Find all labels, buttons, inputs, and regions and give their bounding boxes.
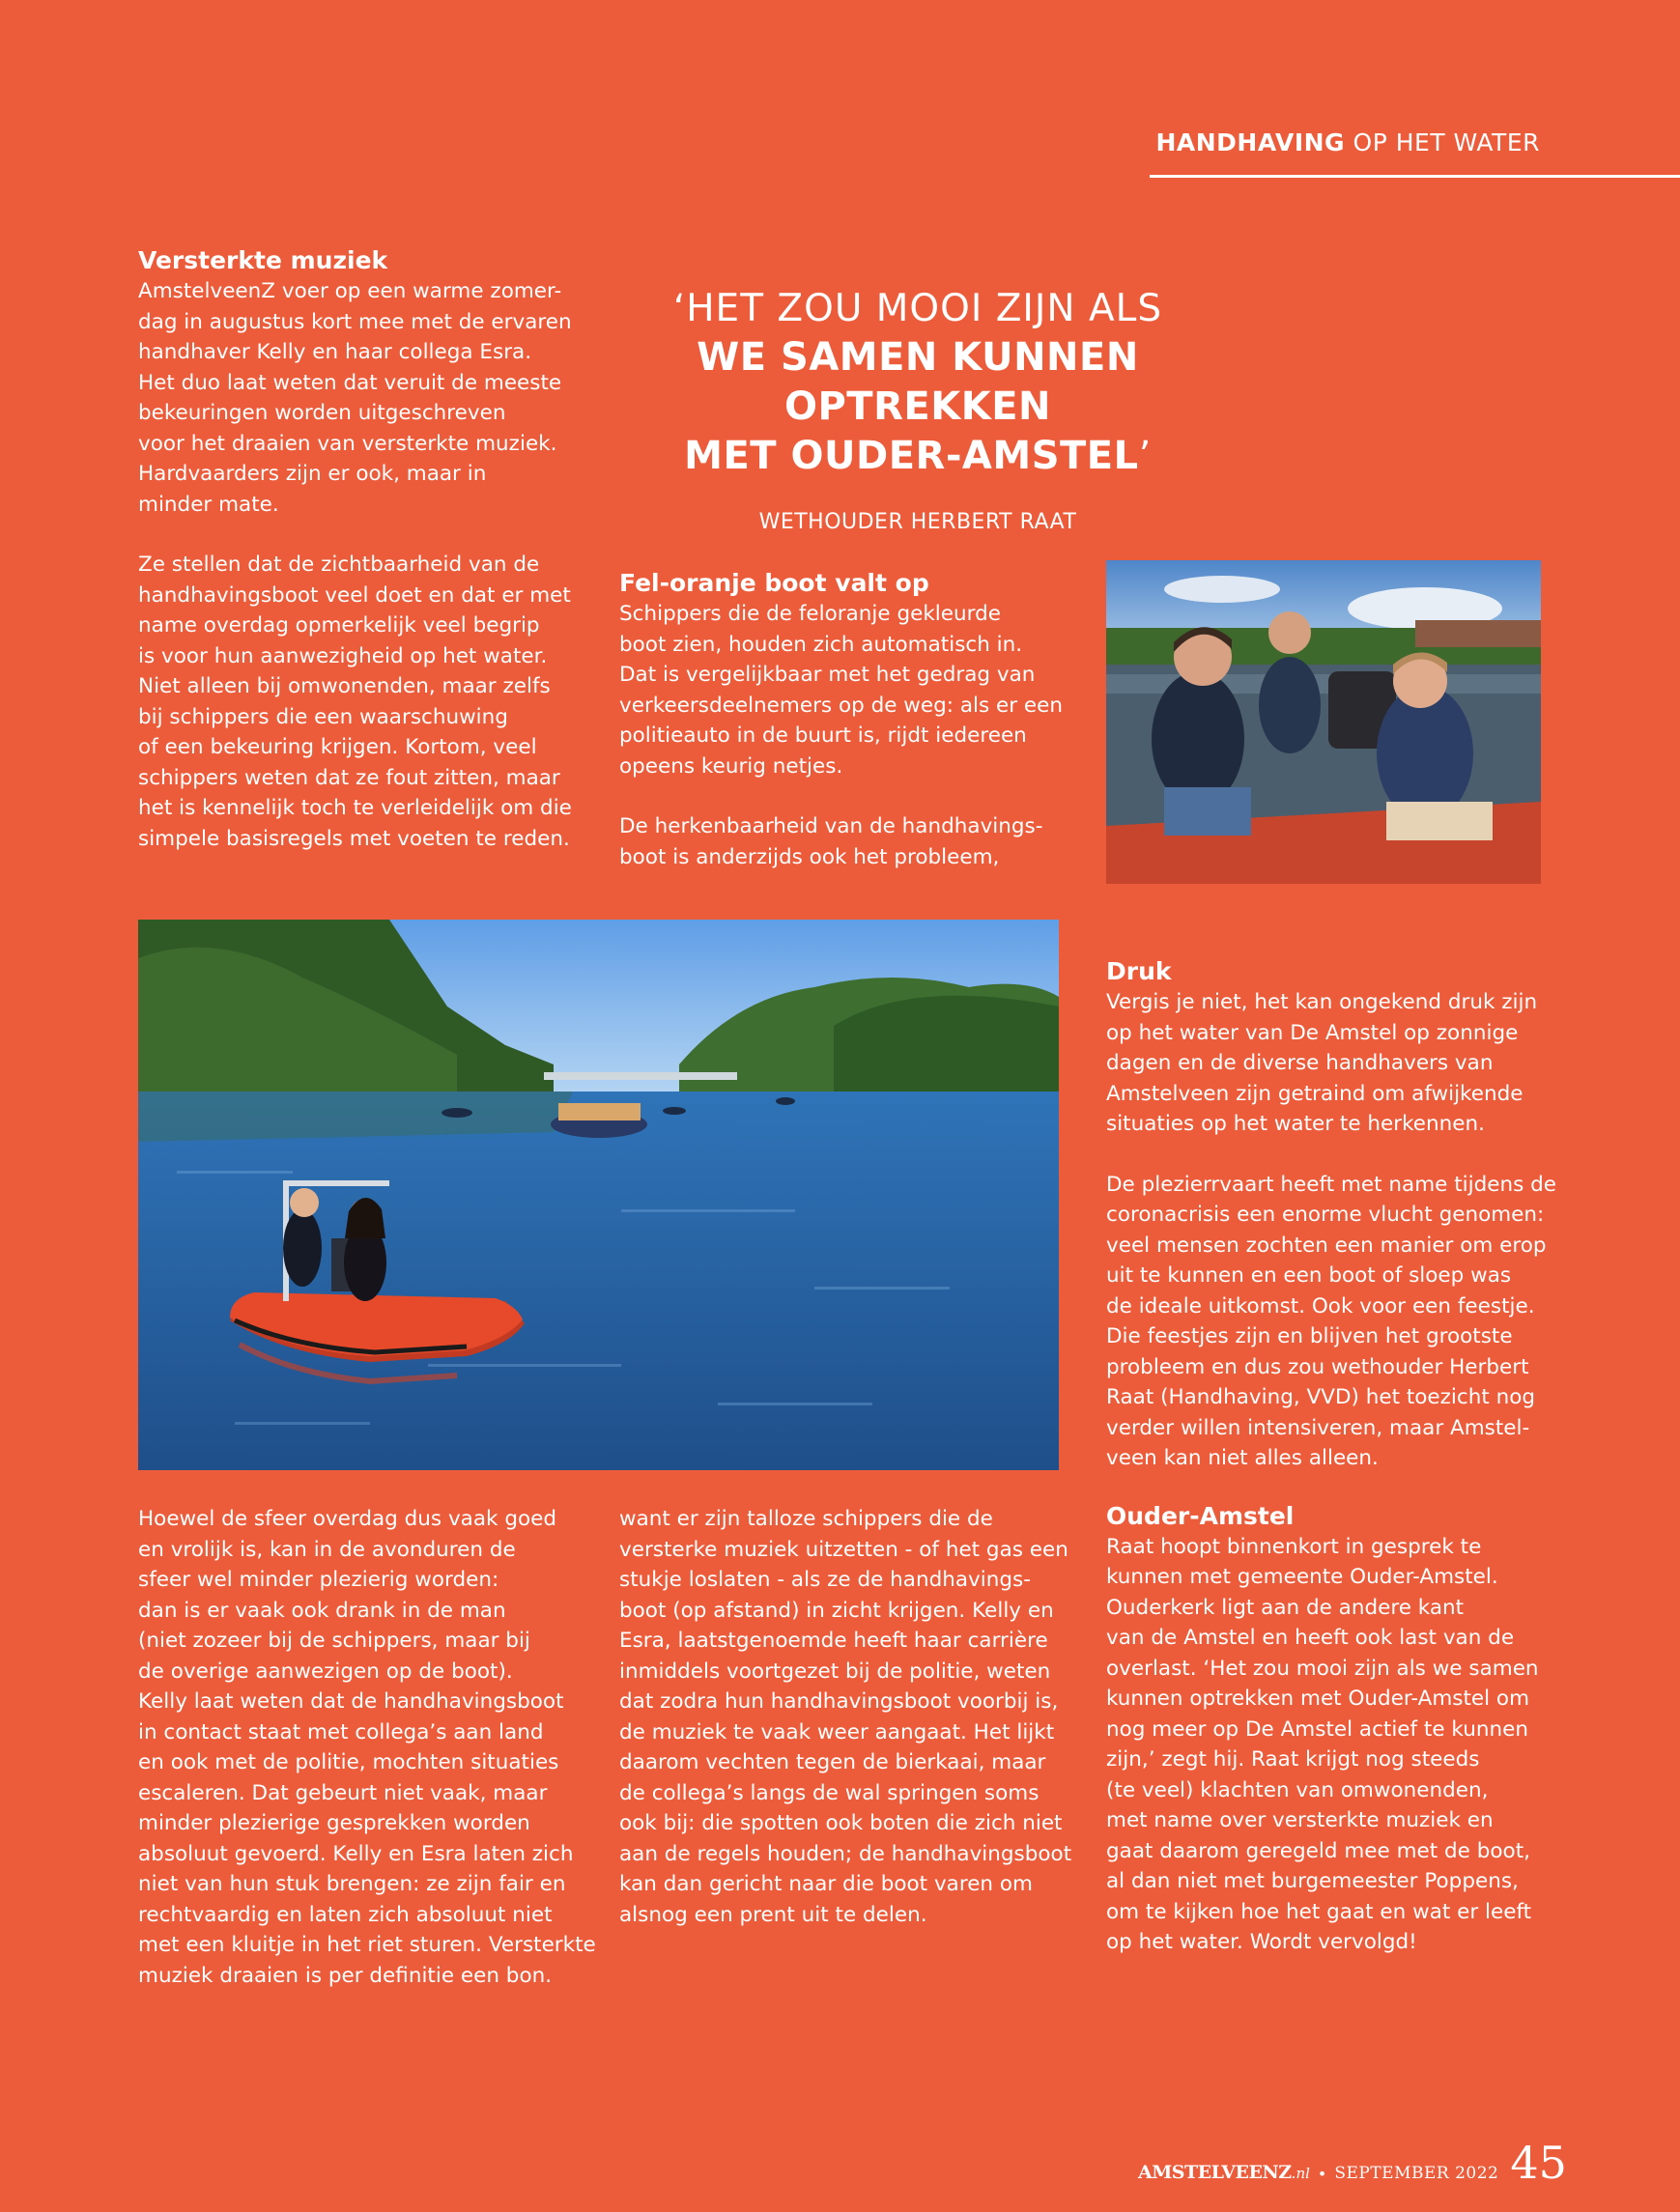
section-label-bold: HANDHAVING bbox=[1155, 128, 1346, 156]
magazine-logo bbox=[1138, 2162, 1310, 2183]
issue-date: SEPTEMBER 2022 bbox=[1334, 2164, 1499, 2183]
section-label-rest: OP HET WATER bbox=[1345, 128, 1540, 156]
heading-druk: Druk bbox=[1106, 957, 1172, 985]
heading-fel-oranje-boot: Fel-oranje boot valt op bbox=[619, 569, 929, 597]
section-label bbox=[1155, 128, 1540, 156]
pull-quote-line: WE SAMEN KUNNEN OPTREKKEN bbox=[697, 335, 1139, 429]
paragraph: AmstelveenZ voer op een warme zomer- dag in augustus kort mee met de ervaren handhaver Kelly en haar collega Esra. Het duo laat weten dat veruit de meeste bekeuringen worden uitgeschreven voor het draaien van versterkte muziek. Hardvaarders zijn er ook, maar in minder mate. bbox=[138, 279, 572, 517]
section-divider bbox=[1150, 175, 1680, 178]
column-2-top bbox=[619, 568, 1083, 872]
paragraph: De herkenbaarheid van de handhavings- boot is anderzijds ook het probleem, bbox=[619, 814, 1043, 869]
pull-quote-text: MET OUDER-AMSTEL bbox=[684, 434, 1139, 478]
paragraph: Raat hoopt binnenkort in gesprek te kunnen met gemeente Ouder-Amstel. Ouderkerk ligt aan de andere kant van de Amstel en heeft ook last van de overlast. ‘Het zou mooi zijn als we samen kunnen optrekken met Ouder-Amstel om nog meer op De Amstel actief te kunnen zijn,’ zegt hij. Raat krijgt nog steeds (te veel) klachten van omwonenden, met name over versterkte muziek en gaat daarom geregeld mee met de boot, al dan niet met burgemeester Poppens, om te kijken hoe het gaat en wat er leeft op het water. Wordt vervolgd! bbox=[1106, 1534, 1539, 1954]
paragraph: Ze stellen dat de zichtbaarheid van de handhavingsboot veel doet en dat er met name overdag opmerkelijk veel begrip is voor hun aanwezigheid op het water. Niet alleen bij omwonenden, maar zelfs bij schippers die een waarschuwing of een bekeuring krijgen. Kortom, veel schippers weten dat ze fout zitten, maar het is kennelijk toch te verleidelijk om die simpele basisregels met voeten te reden. bbox=[138, 553, 572, 851]
column-1-top bbox=[138, 245, 602, 854]
paragraph: De plezierrvaart heeft met name tijdens de coronacrisis een enorme vlucht genomen: veel mensen zochten een manier om erop uit te kunnen en een boot of sloep was de ideale uitkomst. Ook voor een feestje. Die feestjes zijn en blijven het grootste probleem en dus zou wethouder Herbert Raat (Handhaving, VVD) het toezicht nog verder willen intensiveren, maar Amstel- veen kan niet alles alleen. bbox=[1106, 1172, 1556, 1470]
heading-ouder-amstel: Ouder-Amstel bbox=[1106, 1501, 1295, 1530]
column-3 bbox=[1106, 956, 1570, 1958]
photo-handhavingsboot bbox=[138, 920, 1059, 1470]
paragraph: Hoewel de sfeer overdag dus vaak goed en vrolijk is, kan in de avonduren de sfeer wel minder plezierig worden: dan is er vaak ook drank in de man (niet zozeer bij de schippers, maar bij de overige aanwezigen op de boot). Kelly laat weten dat de handhavingsboot in contact staat met collega’s aan land en ook met de politie, mochten situaties escaleren. Dat gebeurt niet vaak, maar minder plezierige gesprekken worden absoluut gevoerd. Kelly en Esra laten zich niet van hun stuk brengen: ze zijn fair en rechtvaardig en laten zich absoluut niet met een kluitje in het riet sturen. Versterkte muziek draaien is per definitie een bon. bbox=[138, 1507, 596, 1988]
pull-quote bbox=[599, 285, 1237, 537]
pull-quote-line bbox=[599, 432, 1237, 481]
paragraph: Schippers die de feloranje gekleurde boot zien, houden zich automatisch in. Dat is vergelijkbaar met het gedrag van verkeersdeelnemers op de weg: als er een politieauto in de buurt is, rijdt iedereen opeens keurig netjes. bbox=[619, 602, 1063, 779]
pull-quote-line: ‘HET ZOU MOOI ZIJN ALS bbox=[672, 287, 1163, 330]
footer-separator: • bbox=[1317, 2165, 1327, 2183]
magazine-logo-text: AMSTELVEENZ bbox=[1138, 2162, 1292, 2183]
paragraph: Vergis je niet, het kan ongekend druk zijn op het water van De Amstel op zonnige dagen en de diverse handhavers van Amstelveen zijn getraind om afwijkende situaties op het water te herkennen. bbox=[1106, 990, 1538, 1136]
column-1-bottom bbox=[138, 1504, 602, 1991]
paragraph: want er zijn talloze schippers die de versterke muziek uitzetten - of het gas een stukje loslaten - als ze de handhavings- boot (op afstand) in zicht krijgen. Kelly en Esra, laatstgenoemde heeft haar carrière inmiddels voortgezet bij de politie, weten dat zodra hun handhavingsboot voorbij is, de muziek te vaak weer aangaat. Het lijkt daarom vechten tegen de bierkaai, maar de collega’s langs de wal springen soms ook bij: die spotten ook boten die zich niet aan de regels houden; de handhavingsboot kan dan gericht naar die boot varen om alsnog een prent uit te delen. bbox=[619, 1507, 1072, 1927]
photo-wethouder-on-boat bbox=[1106, 560, 1541, 884]
page-footer bbox=[1138, 2125, 1567, 2189]
column-2-bottom bbox=[619, 1504, 1083, 1930]
pull-quote-close: ’ bbox=[1138, 434, 1152, 478]
pull-quote-attribution: WETHOUDER HERBERT RAAT bbox=[758, 510, 1077, 534]
page-number: 45 bbox=[1510, 2137, 1567, 2189]
heading-versterkte-muziek: Versterkte muziek bbox=[138, 246, 388, 274]
magazine-logo-suffix: .nl bbox=[1291, 2165, 1310, 2182]
